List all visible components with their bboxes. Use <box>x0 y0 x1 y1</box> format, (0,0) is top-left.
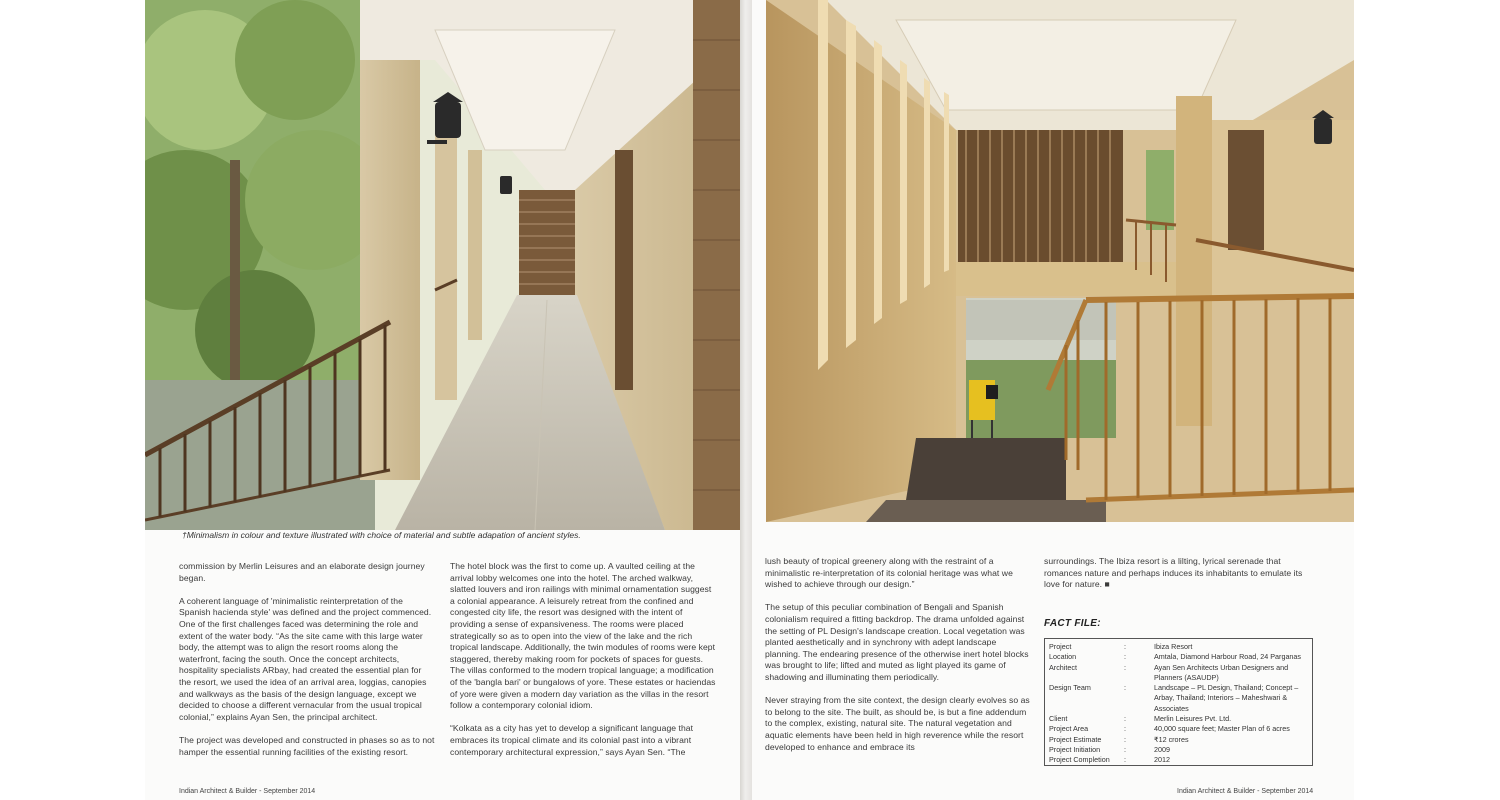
corridor-illustration <box>145 0 740 530</box>
fact-row <box>1049 652 1308 662</box>
fact-value: Ibiza Resort <box>1154 642 1193 651</box>
fact-label: Project <box>1049 642 1072 651</box>
fact-label: Design Team <box>1049 683 1091 693</box>
paragraph: commission by Merlin Leisures and an elaborate design journey began. <box>179 561 425 583</box>
fact-colon: : <box>1124 652 1126 662</box>
paragraph: lush beauty of tropical greenery along with the restraint of a minimalistic re-interpretation of its colonial heritage was what we wished to achieve through our design.” <box>765 556 1013 590</box>
paragraph: A coherent language of 'minimalistic reinterpretation of the Spanish hacienda style' was defined and the project commenced. One of the first challenges faced was determining the role and extent of the water body. “As the site came with this large water body, the attempt was to align the resort rooms along the waterfront, facing the south. Once the concept architects, hospitality specialists ARbay, had created the essential plan for the resort, we used the idea of an arrival area, loggias, canopies and walkways as the basis of the design language, except we decided to choose a different vernacular from the usual tropical colonial,” explains Ayan Sen, the principal architect. <box>179 595 432 722</box>
fact-row <box>1049 663 1308 684</box>
fact-label: Location <box>1049 652 1077 662</box>
fact-value: Amtala, Diamond Harbour Road, 24 Parganas <box>1154 652 1302 662</box>
right-column-1 <box>765 556 1033 753</box>
fact-row <box>1049 642 1308 652</box>
photo-caption: †Minimalism in colour and texture illustrated with choice of material and subtle adapation of ancient styles. <box>182 530 581 540</box>
paragraph: The project was developed and constructed in phases so as to not hamper the essential running facilities of the existing resort. <box>179 734 435 757</box>
paragraph: The setup of this peculiar combination of Bengali and Spanish colonialism required a fitting backdrop. The drama unfolded against the setting of PL Design's landscape creation. Local vegetation was planted aesthetically and in synchrony with adept landscape planning. The endearing presence of the otherwise inert hotel blocks was brought to life; lifted and muted as light played its game of shadowing and illuminating them periodically. <box>765 602 1029 682</box>
page-footer: Indian Architect & Builder - September 2014 <box>1177 788 1314 795</box>
fact-row <box>1049 755 1308 765</box>
fact-row <box>1049 745 1308 755</box>
fact-colon: : <box>1124 714 1126 724</box>
fact-colon: : <box>1124 755 1126 765</box>
fact-colon: : <box>1124 734 1126 744</box>
paragraph: The hotel block was the first to come up. A vaulted ceiling at the arrival lobby welcomes one into the hotel. The arched walkway, slatted louvers and iron railings with minimal ornamentation suggest a colonial appearance. A leisurely retreat from the confined and congested city life, the resort was designed with the intent of providing a sense of expansiveness. The rooms were placed strategically so as to open into the view of the lake and the rich tropical landscape. Additionally, the twin modules of rooms were kept staggered, thereby making room for pockets of spaces for guests. The villas conformed to the modern tropical language; a modification of the 'bangla bari' or bungalows of yore. These estates or haciendas of yore were given a modern day variation as the villas in the resort follow a contemporary colonial idiom. <box>450 561 716 711</box>
fact-value: 40,000 square feet; Master Plan of 6 acres <box>1154 724 1290 734</box>
left-column-1 <box>179 561 435 758</box>
fact-label: Client <box>1049 714 1068 724</box>
fact-value: Ayan Sen Architects Urban Designers and Planners (ASAUDP) <box>1154 662 1289 682</box>
fact-row <box>1049 735 1308 745</box>
fact-value: 2012 <box>1154 755 1170 765</box>
paragraph: surroundings. The Ibiza resort is a lilting, lyrical serenade that romances nature and perhaps induces its inhabitants to emulate its love for nature. ■ <box>1044 556 1303 590</box>
right-page <box>752 0 1354 800</box>
left-column-2 <box>450 561 716 758</box>
staircase-photo <box>766 0 1354 522</box>
fact-colon: : <box>1124 683 1126 693</box>
fact-colon: : <box>1124 744 1126 754</box>
fact-label: Project Area <box>1049 724 1089 734</box>
fact-colon: : <box>1124 724 1126 734</box>
paragraph: Never straying from the site context, the design clearly evolves so as to belong to the site. The built, as should be, is but a fine addendum to the complex, existing, natural site. The natural vegetation and aquatic elements have been held in high reverence while the resort developed to enhance and embrace its <box>765 695 1030 752</box>
fact-label: Architect <box>1049 662 1077 672</box>
fact-value: Landscape – PL Design, Thailand; Concept – Arbay, Thailand; Interiors – Maheshwari & Associates <box>1154 683 1299 713</box>
page-footer: Indian Architect & Builder - September 2014 <box>179 788 316 795</box>
page-gutter <box>740 0 752 800</box>
fact-colon: : <box>1124 642 1126 651</box>
fact-file-table <box>1044 638 1313 766</box>
staircase-illustration <box>766 0 1354 522</box>
fact-row <box>1049 724 1308 734</box>
right-column-2 <box>1044 556 1314 591</box>
fact-value: ₹12 crores <box>1154 734 1189 744</box>
fact-value: Merlin Leisures Pvt. Ltd. <box>1154 714 1232 724</box>
fact-value: 2009 <box>1154 744 1170 754</box>
fact-row <box>1049 683 1308 714</box>
fact-file-title: FACT FILE: <box>1044 618 1101 629</box>
left-page <box>145 0 740 800</box>
fact-row <box>1049 714 1308 724</box>
paragraph: “Kolkata as a city has yet to develop a significant language that embraces its tropical climate and its colonial past into a vibrant contemporary architectural expression,” says Ayan Sen. “The <box>450 723 694 757</box>
corridor-photo <box>145 0 740 530</box>
fact-colon: : <box>1124 662 1126 672</box>
fact-label: Project Initiation <box>1049 744 1101 754</box>
fact-label: Project Completion <box>1049 755 1110 765</box>
fact-label: Project Estimate <box>1049 734 1102 744</box>
